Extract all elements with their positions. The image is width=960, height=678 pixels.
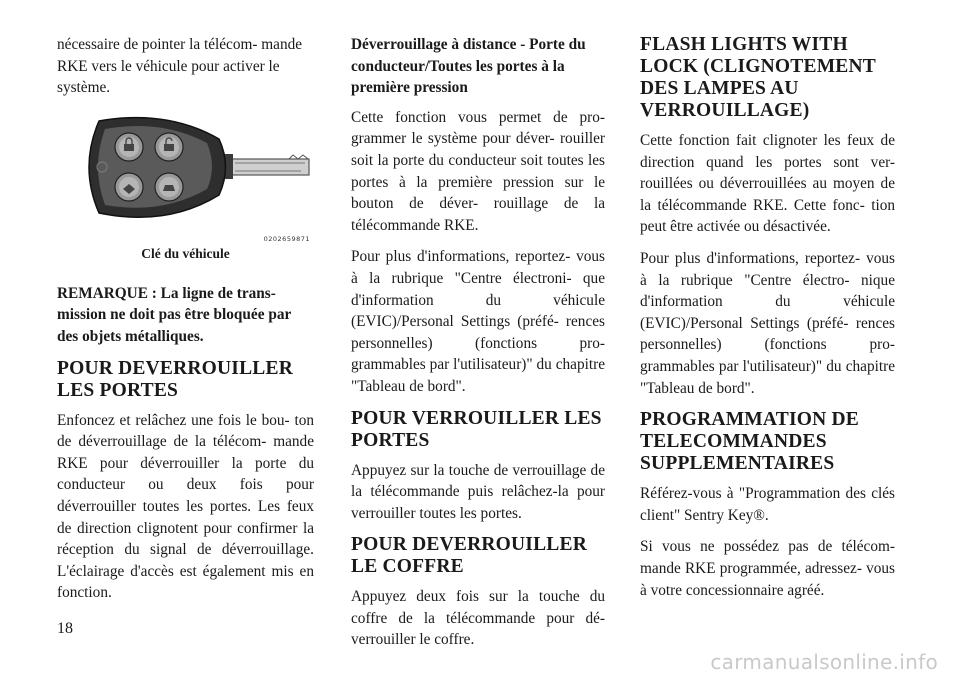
paragraph-lock-doors: Appuyez sur la touche de verrouillage de la télécommande puis relâchez-la pour verrouiller toutes les portes. xyxy=(351,461,605,522)
subheading-remote-unlock: Déverrouillage à distance - Porte du conducteur/Toutes les portes à la première pression xyxy=(351,36,586,97)
heading-flash-lights: FLASH LIGHTS WITH LOCK (CLIGNOTEMENT DES LAMPES AU VERROUILLAGE) xyxy=(640,34,876,121)
paragraph-sentry-key: Référez-vous à "Programmation des clés client" Sentry Key®. xyxy=(640,485,895,524)
intro-paragraph: nécessaire de pointer la télécom- mande RKE vers le véhicule pour activer le système. xyxy=(57,36,303,97)
heading-programming-remotes: PROGRAMMATION DE TELECOMMANDES SUPPLEMENTAIRES xyxy=(640,409,859,475)
watermark: carmanualsonline.info xyxy=(710,650,938,674)
column-3 xyxy=(640,34,895,611)
column-2 xyxy=(351,34,605,661)
key-fob-image xyxy=(57,109,314,243)
heading-lock-doors: POUR VERROUILLER LES PORTES xyxy=(351,407,602,451)
paragraph-evic-ref: Pour plus d'informations, reportez- vous à la rubrique "Centre électroni- que d'information du véhicule (EVIC)/Personal Settings (préfé- rences personnelles) (fonctions pro- grammables par l'utilisateur)" du chapitre "Tableau de bord". xyxy=(351,248,605,395)
paragraph-dealer: Si vous ne possédez pas de télécom- mande RKE programmée, adressez- vous à votre concessionnaire agréé. xyxy=(640,538,895,599)
heading-unlock-doors: POUR DEVERROUILLER LES PORTES xyxy=(57,357,294,401)
paragraph-remote-unlock: Cette fonction vous permet de pro- grammer le système pour déver- rouiller soit la porte du conducteur soit toutes les portes à la première pression sur le bouton de déver- rouillage de la télécommande RKE. xyxy=(351,108,605,234)
paragraph-evic-ref-2: Pour plus d'informations, reportez- vous à la rubrique "Centre électro- nique d'information du véhicule (EVIC)/Personal Settings (préfé- rences personnelles) (fonctions pro- grammables par l'utilisateur)" du chapitre "Tableau de bord". xyxy=(640,249,895,397)
paragraph-flash-lights: Cette fonction fait clignoter les feux de direction quand les portes sont ver- rouillées ou déverrouillées au moyen de la télécommande RKE. Cette fonc- tion peut être activée ou désactivée. xyxy=(640,132,895,236)
heading-unlock-trunk: POUR DEVERROUILLER LE COFFRE xyxy=(351,534,588,578)
figure-code: 0202659871 xyxy=(263,234,310,243)
paragraph-unlock-doors: Enfoncez et relâchez une fois le bou- ton de déverrouillage de la télécom- mande RKE pour déverrouiller la porte du conducteur ou deux fois pour déverrouiller toutes les portes. Les feux de direction clignotent pour confirmer la réception du signal de déverrouillage. L'éclairage d'accès est également mis en fonction. xyxy=(57,411,314,602)
note-paragraph: REMARQUE : La ligne de trans- mission ne doit pas être bloquée par des objets métalliques. xyxy=(57,284,292,345)
key-figure xyxy=(57,109,314,319)
column-1 xyxy=(57,34,314,614)
page-number: 18 xyxy=(57,620,73,637)
paragraph-unlock-trunk: Appuyez deux fois sur la touche du coffre de la télécommande pour dé- verrouiller le coffre. xyxy=(351,588,605,649)
figure-caption: Clé du véhicule xyxy=(141,245,230,261)
